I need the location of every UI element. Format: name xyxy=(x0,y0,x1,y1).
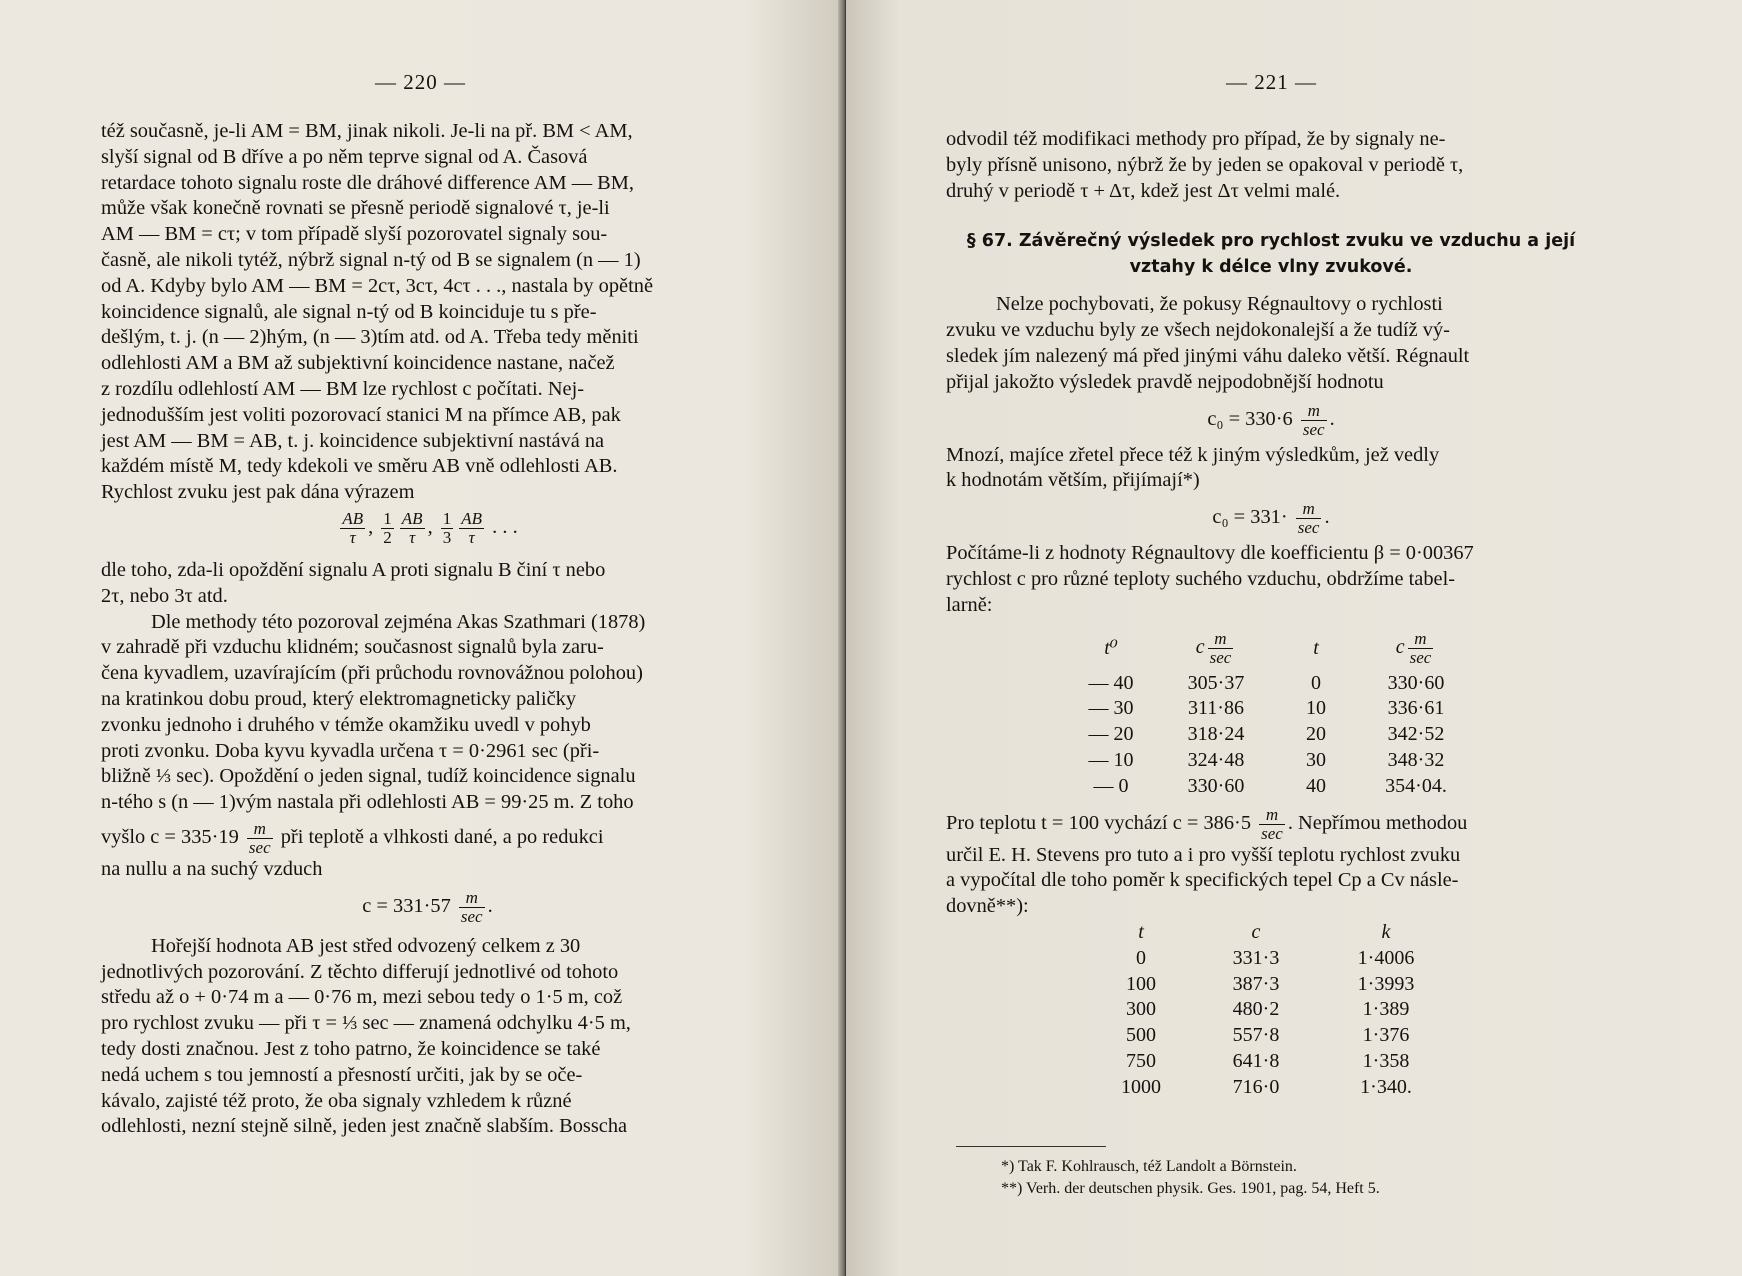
footnotes xyxy=(1001,1156,1561,1200)
table-row: — 20 318·24 20 342·52 xyxy=(1088,723,1445,746)
text-line: Nelze pochybovati, že pokusy Régnaultovy o rychlosti xyxy=(996,293,1443,316)
table-row: — 0 330·60 40 354·04. xyxy=(1093,774,1447,797)
text-line: proti zvonku. Doba kyvu kyvadla určena τ = 0·2961 sec (při- xyxy=(101,739,600,762)
text-line: středu až o + 0·74 m a — 0·76 m, mezi sebou tedy o 1·5 m, což xyxy=(101,986,623,1009)
text-line: rychlost c pro různé teploty suchého vzduchu, obdržíme tabel- xyxy=(946,567,1456,590)
text-line: kávalo, zajisté též proto, že oba signaly vzhledem k různé xyxy=(101,1089,572,1112)
text-line: jednodušším jest voliti pozorovací stanici M na přímce AB, pak xyxy=(101,403,621,426)
page-number: — 221 — xyxy=(1226,70,1317,94)
text-line: 2τ, nebo 3τ atd. xyxy=(101,584,228,607)
footnote-rule xyxy=(956,1146,1106,1147)
text-line: n-tého s (n — 1)vým nastala při odlehlosti AB = 99·25 m. Z toho xyxy=(101,791,634,814)
text-line: bližně ⅓ sec). Opoždění o jeden signal, tudíž koincidence signalu xyxy=(101,765,636,788)
text-line: každém místě M, tedy kdekoli ve směru AB vně odlehlosti AB. xyxy=(101,455,618,478)
text-line: jednotlivých pozorování. Z těchto differují jednotlivé od tohoto xyxy=(101,960,619,983)
text-line: může však konečně rovnati se přesně periodě signalové τ, je-li xyxy=(101,197,610,220)
table-row: 1000 716·0 1·340. xyxy=(1121,1075,1412,1098)
text-line: určil E. H. Stevens pro tuto a i pro vyšší teplotu rychlost zvuku xyxy=(946,843,1461,866)
right-text-block xyxy=(946,127,1596,1101)
text-line: AM — BM = cτ; v tom případě slyší pozorovatel signaly sou- xyxy=(101,223,608,246)
text-line: byly přísně unisono, nýbrž že by jeden se opakoval v periodě τ, xyxy=(946,153,1464,176)
text-line: na kratinkou dobu proud, který elektromagneticky paličky xyxy=(101,687,577,710)
formula-c0-alt: c₀ = 331· $\frac{m}{\sec}$ . xyxy=(1212,499,1330,538)
table-row: — 40 305·37 0 330·60 xyxy=(1088,671,1445,694)
formula-c-value: c = 331·57 $\frac{m}{\sec}$ . xyxy=(362,887,493,926)
text-line-with-fraction: Pro teplotu t = 100 vychází c = 386·5 $\frac{m}{\sec}$ . Nepřímou methodou xyxy=(946,804,1468,843)
stevens-table xyxy=(1096,920,1446,1101)
table-row: 300 480·2 1·389 xyxy=(1126,998,1410,1021)
text-line: odlehlosti AM a BM až subjektivní koincidence nastane, načež xyxy=(101,352,615,375)
left-text-block xyxy=(101,119,754,1140)
text-line: odvodil též modifikaci methody pro případ, že by signaly ne- xyxy=(946,128,1446,150)
formula-c0: c₀ = 330·6 $\frac{m}{\sec}$ . xyxy=(1207,400,1335,439)
text-line: Hořejší hodnota AB jest střed odvozený celkem z 30 xyxy=(151,934,581,957)
table-header-row: t c k xyxy=(1138,920,1391,943)
text-line: tedy dosti značnou. Jest z toho patrno, že koincidence se také xyxy=(101,1037,601,1060)
text-line: čena kyvadlem, uzavírajícím (při průchodu rovnovážnou polohou) xyxy=(101,662,643,685)
text-line: dovně**): xyxy=(946,895,1029,918)
text-line: zvuku ve vzduchu byly ze všech nejdokonalejší a že tudíž vý- xyxy=(946,319,1450,342)
text-line: v zahradě při vzduchu klidném; současnost signalů byla zaru- xyxy=(101,636,604,659)
text-line: k hodnotám větším, přijímají*) xyxy=(946,469,1200,492)
table-row: — 10 324·48 30 348·32 xyxy=(1088,748,1445,771)
table-header-row: t⁰ c $\frac{m}{\sec}$ t c $\frac{m}{\sec}$ xyxy=(1104,629,1432,668)
temperature-velocity-table xyxy=(1066,627,1476,800)
text-line: jest AM — BM = AB, t. j. koincidence subjektivní nastává na xyxy=(101,429,605,452)
right-page xyxy=(846,0,1742,1276)
table-row: — 30 311·86 10 336·61 xyxy=(1088,697,1445,720)
text-line: druhý v periodě τ + Δτ, kdež jest Δτ velmi malé. xyxy=(946,179,1341,202)
text-line: přijal jakožto výsledek pravdě nejpodobnější hodnotu xyxy=(946,370,1384,393)
text-line: od A. Kdyby bylo AM — BM = 2cτ, 3cτ, 4cτ . . ., nastala by opětně xyxy=(101,274,654,297)
footnote: **) Verh. der deutschen physik. Ges. 1901, pag. 54, Heft 5. xyxy=(1001,1180,1380,1197)
text-line: z rozdílu odlehlostí AM — BM lze rychlost c počítati. Nej- xyxy=(101,377,585,400)
table-row: 750 641·8 1·358 xyxy=(1126,1049,1410,1072)
section-heading: § 67. Závěrečný výsledek pro rychlost zvuku ve vzduchu a její vztahy k délce vlny zvukové. xyxy=(966,231,1576,278)
text-line: koincidence signalů, ale signal n-tý od B koinciduje tu s pře- xyxy=(101,300,597,323)
text-line: a vypočítal dle toho poměr k specifických tepel Cp a Cv násle- xyxy=(946,869,1459,892)
text-line: nedá uchem s tou jemností a přesností určiti, jak by se oče- xyxy=(101,1063,583,1086)
text-line: slyší signal od B dříve a po něm teprve signal od A. Časová xyxy=(101,145,588,168)
left-page xyxy=(0,0,846,1276)
text-line: Mnozí, majíce zřetel přece též k jiným výsledkům, jež vedly xyxy=(946,443,1440,466)
footnote: *) Tak F. Kohlrausch, též Landolt a Börnstein. xyxy=(1001,1158,1297,1175)
text-line: larně: xyxy=(946,593,993,616)
text-line: sledek jím nalezený má před jinými váhu daleko větší. Régnault xyxy=(946,344,1470,367)
text-line: Počítáme-li z hodnoty Régnaultovy dle koefficientu β = 0·00367 xyxy=(946,542,1474,565)
text-line: Rychlost zvuku jest pak dána výrazem xyxy=(101,481,415,504)
text-line: Dle methody této pozoroval zejména Akas Szathmari (1878) xyxy=(151,610,646,633)
text-line: časně, ale nikoli tytéž, nýbrž signal n-tý od B se signalem (n — 1) xyxy=(101,248,641,271)
table-row: 0 331·3 1·4006 xyxy=(1136,946,1415,969)
text-line: odlehlosti, nezní stejně silně, jeden jest značně slabším. Bosscha xyxy=(101,1115,628,1138)
table-row: 100 387·3 1·3993 xyxy=(1126,972,1415,995)
text-line: na nullu a na suchý vzduch xyxy=(101,857,323,880)
page-number: — 220 — xyxy=(375,70,466,94)
text-line: retardace tohoto signalu roste dle dráhové difference AM — BM, xyxy=(101,171,635,194)
text-line: pro rychlost zvuku — při τ = ⅓ sec — znamená odchylku 4·5 m, xyxy=(101,1012,631,1035)
text-line-with-fraction: vyšlo c = 335·19 $\frac{m}{\sec}$ při teplotě a vlhkosti dané, a po redukci xyxy=(101,818,604,857)
formula-velocity-expression: $\frac{AB}{\tau}$ , $\frac{1}{2}$ $\frac{AB}{\tau}$ , $\frac{1}{3}$ $\frac{AB}{\tau}$ . . . xyxy=(342,508,518,547)
text-line: dešlým, t. j. (n — 2)hým, (n — 3)tím atd. od A. Třeba tedy měniti xyxy=(101,326,639,349)
text-line: zvonku jednoho i druhého v témže okamžiku uvedl v pohyb xyxy=(101,713,591,736)
table-row: 500 557·8 1·376 xyxy=(1126,1024,1410,1047)
text-line: dle toho, zda-li opoždění signalu A proti signalu B činí τ nebo xyxy=(101,558,606,581)
text-line: též současně, je-li AM = BM, jinak nikoli. Je-li na př. BM < AM, xyxy=(101,120,633,142)
